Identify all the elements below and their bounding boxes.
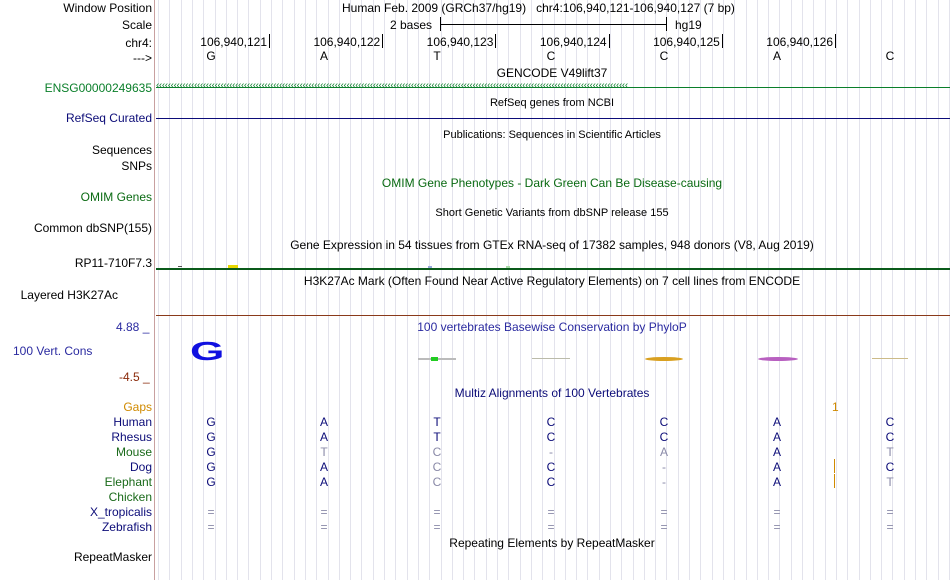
repeatmasker-track-title: Repeating Elements by RepeatMasker xyxy=(449,536,655,550)
dbsnp-track-title: Short Genetic Variants from dbSNP release 155 xyxy=(435,207,669,219)
alignment-base: C xyxy=(432,460,442,474)
ruler-position: 106,940,124 xyxy=(539,35,607,49)
alignment-base: = xyxy=(773,505,781,519)
h3k27ac-baseline xyxy=(156,315,950,316)
ruler-tick xyxy=(835,34,836,48)
alignment-base: A xyxy=(772,430,782,444)
species-label-x_tropicalis[interactable]: X_tropicalis xyxy=(89,505,152,519)
h3k27ac-track-title: H3K27Ac Mark (Often Found Near Active Regulatory Elements) on 7 cell lines from ENCODE xyxy=(303,274,801,288)
reference-base: C xyxy=(659,49,669,63)
reference-base: C xyxy=(546,49,556,63)
alignment-base: A xyxy=(319,475,329,489)
multiz-track-title: Multiz Alignments of 100 Vertebrates xyxy=(454,386,650,400)
conservation-max-label: 4.88 _ xyxy=(116,320,150,334)
alignment-base: - xyxy=(662,475,666,489)
alignment-base: C xyxy=(659,415,669,429)
alignment-base: G xyxy=(206,475,216,489)
alignment-base: = xyxy=(773,520,781,534)
alignment-base: C xyxy=(546,460,556,474)
conservation-glyphs[interactable] xyxy=(156,352,950,366)
gap-marker-elephant xyxy=(834,474,835,488)
publications-sequences-label[interactable]: Sequences xyxy=(91,143,152,157)
gtex-track-title: Gene Expression in 54 tissues from GTEx RNA-seq of 17382 samples, 948 donors (V8, Aug 2019) xyxy=(290,238,814,252)
gencode-gene-label[interactable]: ENSG00000249635 xyxy=(44,81,152,95)
alignment-base: = xyxy=(433,520,441,534)
chrom-label: chr4: xyxy=(125,36,152,50)
publications-snps-label[interactable]: SNPs xyxy=(121,159,152,173)
species-label-elephant[interactable]: Elephant xyxy=(104,475,152,489)
alignment-base: C xyxy=(546,475,556,489)
alignment-base: C xyxy=(885,460,895,474)
reference-base: G xyxy=(206,49,216,63)
species-label-zebrafish[interactable]: Zebrafish xyxy=(101,520,152,534)
refseq-gene-line[interactable] xyxy=(156,118,950,119)
scale-label: Scale xyxy=(121,18,152,32)
refseq-track-title: RefSeq genes from NCBI xyxy=(489,97,615,109)
alignment-base: T xyxy=(886,475,894,489)
conservation-label[interactable]: 100 Vert. Cons xyxy=(13,344,93,358)
scale-value: 2 bases xyxy=(390,18,433,32)
gtex-bar xyxy=(228,265,238,268)
alignment-base: = xyxy=(320,520,328,534)
alignment-base: C xyxy=(885,415,895,429)
alignment-base: A xyxy=(772,415,782,429)
ruler-tick xyxy=(609,34,610,48)
gtex-bars[interactable] xyxy=(156,262,950,270)
species-label-chicken[interactable]: Chicken xyxy=(108,490,152,504)
reference-base: T xyxy=(433,49,441,63)
alignment-base: A xyxy=(319,430,329,444)
alignment-base: = xyxy=(320,505,328,519)
alignment-base: C xyxy=(546,415,556,429)
conservation-glyph xyxy=(758,357,798,361)
alignment-base: = xyxy=(207,505,215,519)
track-label-divider xyxy=(154,0,155,580)
ruler-tick xyxy=(382,34,383,48)
strand-label: ---> xyxy=(133,51,152,65)
conservation-track-title: 100 vertebrates Basewise Conservation by PhyloP xyxy=(417,320,687,334)
alignment-base: T xyxy=(886,445,894,459)
ruler-position: 106,940,122 xyxy=(313,35,381,49)
alignment-base: A xyxy=(659,445,669,459)
alignment-base: = xyxy=(886,520,894,534)
gtex-bar xyxy=(428,266,432,268)
alignment-base: = xyxy=(886,505,894,519)
gaps-mark: 1 xyxy=(832,400,839,414)
gtex-bar xyxy=(178,266,182,267)
omim-track-title: OMIM Gene Phenotypes - Dark Green Can Be Disease-causing xyxy=(381,176,723,190)
scale-assembly: hg19 xyxy=(675,18,702,32)
alignment-base: = xyxy=(207,520,215,534)
alignment-base: T xyxy=(433,430,441,444)
alignment-base: A xyxy=(319,415,329,429)
species-label-mouse[interactable]: Mouse xyxy=(115,445,152,459)
gtex-gene-label[interactable]: RP11-710F7.3 xyxy=(74,256,152,270)
alignment-base: = xyxy=(547,520,555,534)
ruler-position: 106,940,121 xyxy=(200,35,267,49)
dbsnp-label[interactable]: Common dbSNP(155) xyxy=(33,221,152,235)
ruler-position: 106,940,126 xyxy=(766,35,833,49)
alignment-base: = xyxy=(547,505,555,519)
alignment-base: = xyxy=(660,520,668,534)
scale-bar-right xyxy=(666,17,667,31)
reference-base: A xyxy=(319,49,329,63)
alignment-base: T xyxy=(320,445,328,459)
omim-genes-label[interactable]: OMIM Genes xyxy=(80,190,152,204)
conservation-logo-G: G xyxy=(190,336,225,366)
conservation-glyph xyxy=(872,358,908,359)
species-label-dog[interactable]: Dog xyxy=(129,460,152,474)
gaps-label: Gaps xyxy=(123,400,152,414)
window-position-value: Human Feb. 2009 (GRCh37/hg19) chr4:106,940,121-106,940,127 (7 bp) xyxy=(342,1,735,15)
reference-base: A xyxy=(772,49,782,63)
ruler-tick xyxy=(722,34,723,48)
alignment-base: A xyxy=(772,460,782,474)
alignment-base: C xyxy=(885,430,895,444)
gtex-bar xyxy=(506,266,510,268)
h3k27ac-label[interactable]: Layered H3K27Ac xyxy=(20,288,118,302)
alignment-base: G xyxy=(206,415,216,429)
ruler-tick xyxy=(269,34,270,48)
conservation-glyph xyxy=(431,357,438,361)
gap-marker-dog xyxy=(834,459,835,473)
conservation-glyph xyxy=(532,358,570,359)
alignment-base: G xyxy=(206,430,216,444)
species-label-human[interactable]: Human xyxy=(113,415,152,429)
alignment-base: = xyxy=(433,505,441,519)
refseq-label[interactable]: RefSeq Curated xyxy=(65,111,152,125)
conservation-glyph xyxy=(645,357,683,361)
ruler-position: 106,940,125 xyxy=(653,35,720,49)
alignment-base: A xyxy=(772,445,782,459)
gencode-strand-arrows: ‹‹‹‹‹‹‹‹‹‹‹‹‹‹‹‹‹‹‹‹‹‹‹‹‹‹‹‹‹‹‹‹‹‹‹‹‹‹‹‹‹‹‹‹‹‹‹‹‹‹‹‹‹‹‹‹‹‹‹‹‹‹‹‹‹‹‹‹‹‹‹‹‹‹‹‹‹‹‹‹‹‹‹‹‹‹‹‹‹‹‹‹‹‹‹‹‹‹‹‹‹‹‹‹‹‹‹‹‹‹‹‹‹‹‹‹‹‹‹‹‹‹‹‹‹‹‹‹‹‹‹‹‹‹‹‹‹‹‹‹‹‹‹‹‹‹‹‹‹‹‹‹‹‹‹‹‹‹‹‹‹ xyxy=(156,80,628,91)
scale-bar xyxy=(440,24,666,25)
window-position-label: Window Position xyxy=(63,1,152,15)
conservation-min-label: -4.5 _ xyxy=(119,370,150,384)
gencode-track-title: GENCODE V49lift37 xyxy=(496,66,608,80)
alignment-base: - xyxy=(662,460,666,474)
alignment-base: C xyxy=(546,430,556,444)
repeatmasker-label[interactable]: RepeatMasker xyxy=(73,550,152,564)
alignment-base: A xyxy=(319,460,329,474)
reference-base: C xyxy=(885,49,895,63)
alignment-base: G xyxy=(206,445,216,459)
species-label-rhesus[interactable]: Rhesus xyxy=(111,430,152,444)
ruler-tick xyxy=(495,34,496,48)
publications-track-title: Publications: Sequences in Scientific Articles xyxy=(443,129,661,141)
alignment-base: C xyxy=(659,430,669,444)
alignment-base: = xyxy=(660,505,668,519)
ruler-position: 106,940,123 xyxy=(426,35,494,49)
alignment-base: C xyxy=(432,445,442,459)
alignment-base: A xyxy=(772,475,782,489)
alignment-base: G xyxy=(206,460,216,474)
alignment-base: T xyxy=(433,415,441,429)
alignment-base: C xyxy=(432,475,442,489)
alignment-base: - xyxy=(549,445,553,459)
